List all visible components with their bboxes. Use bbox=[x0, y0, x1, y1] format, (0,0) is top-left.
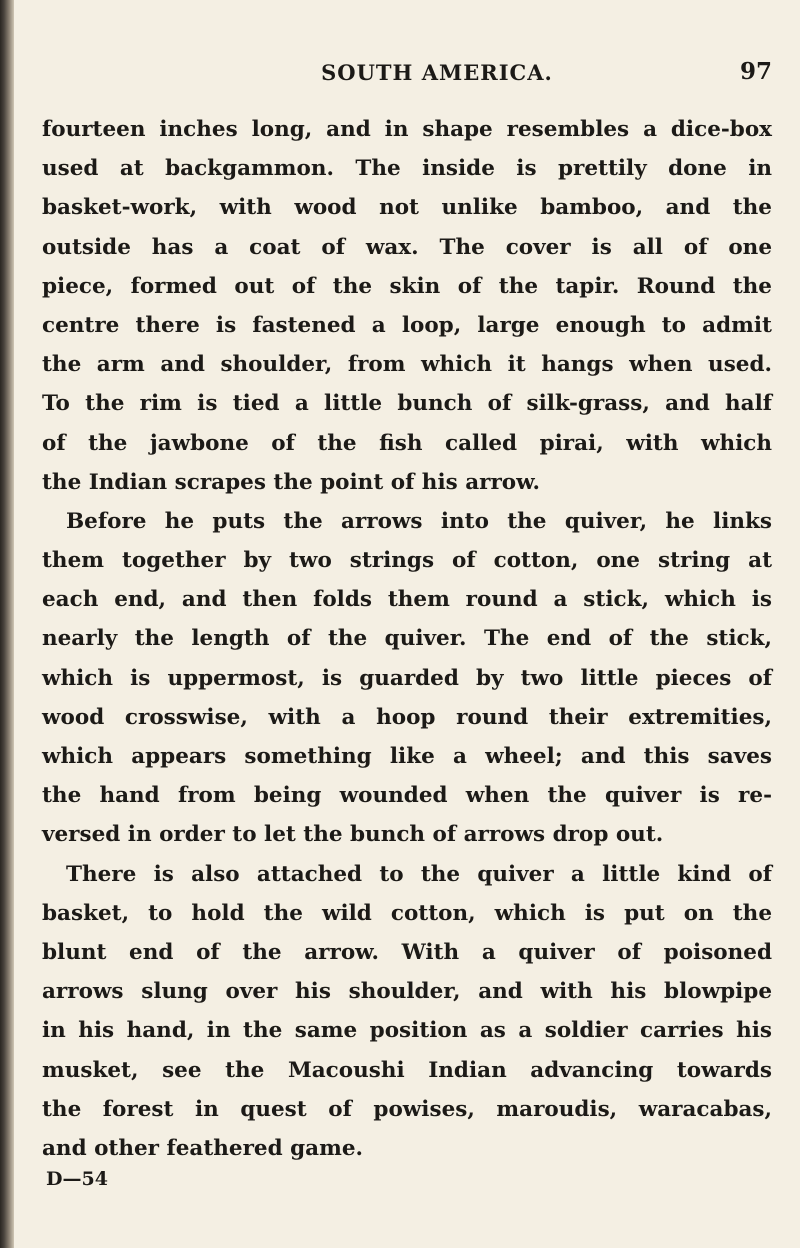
text-line: To the rim is tied a little bunch of silk-grass, and half bbox=[42, 391, 772, 417]
page-number: 97 bbox=[739, 58, 772, 85]
text-line: used at backgammon. The inside is prettily done in bbox=[42, 156, 772, 182]
text-line: the arm and shoulder, from which it hangs when used. bbox=[42, 352, 772, 378]
text-line: blunt end of the arrow. With a quiver of poisoned bbox=[42, 939, 772, 965]
text-line: the forest in quest of powises, maroudis, waracabas, bbox=[42, 1096, 772, 1122]
text-line: which is uppermost, is guarded by two little pieces of bbox=[42, 665, 772, 691]
text-line: versed in order to let the bunch of arrows drop out. bbox=[42, 822, 664, 848]
text-line: fourteen inches long, and in shape resembles a dice-box bbox=[42, 117, 772, 142]
text-line: musket, see the Macoushi Indian advancing towards bbox=[42, 1057, 772, 1083]
text-line: and other feathered game. bbox=[42, 1135, 363, 1161]
text-line: which appears something like a wheel; and this saves bbox=[42, 744, 772, 769]
running-head bbox=[42, 44, 772, 90]
running-title: SOUTH AMERICA. bbox=[321, 60, 553, 85]
text-line: outside has a coat of wax. The cover is all of one bbox=[42, 234, 772, 260]
text-line: the Indian scrapes the point of his arrow. bbox=[42, 469, 540, 495]
text-line: centre there is fastened a loop, large enough to admit bbox=[42, 312, 772, 338]
text-line: each end, and then folds them round a stick, which is bbox=[42, 587, 772, 613]
text-line: piece, formed out of the skin of the tapir. Round the bbox=[42, 273, 772, 299]
book-page bbox=[42, 44, 772, 1194]
text-line: in his hand, in the same position as a soldier carries his bbox=[42, 1018, 772, 1044]
text-line: nearly the length of the quiver. The end of the stick, bbox=[42, 626, 772, 652]
text-line: of the jawbone of the fish called pirai, with which bbox=[42, 430, 772, 456]
signature-mark: D—54 bbox=[46, 1168, 108, 1191]
text-line: arrows slung over his shoulder, and with his blowpipe bbox=[42, 979, 772, 1005]
body-text bbox=[42, 110, 772, 1168]
text-line: them together by two strings of cotton, one string at bbox=[42, 548, 772, 574]
binding-edge bbox=[0, 0, 14, 1248]
text-line: There is also attached to the quiver a little kind of bbox=[66, 861, 772, 887]
text-line: basket-work, with wood not unlike bamboo, and the bbox=[42, 195, 772, 221]
text-line: basket, to hold the wild cotton, which is put on the bbox=[42, 900, 772, 926]
text-line: Before he puts the arrows into the quiver, he links bbox=[66, 508, 772, 534]
text-line: wood crosswise, with a hoop round their extremities, bbox=[42, 704, 772, 730]
text-line: the hand from being wounded when the quiver is re- bbox=[42, 783, 772, 809]
